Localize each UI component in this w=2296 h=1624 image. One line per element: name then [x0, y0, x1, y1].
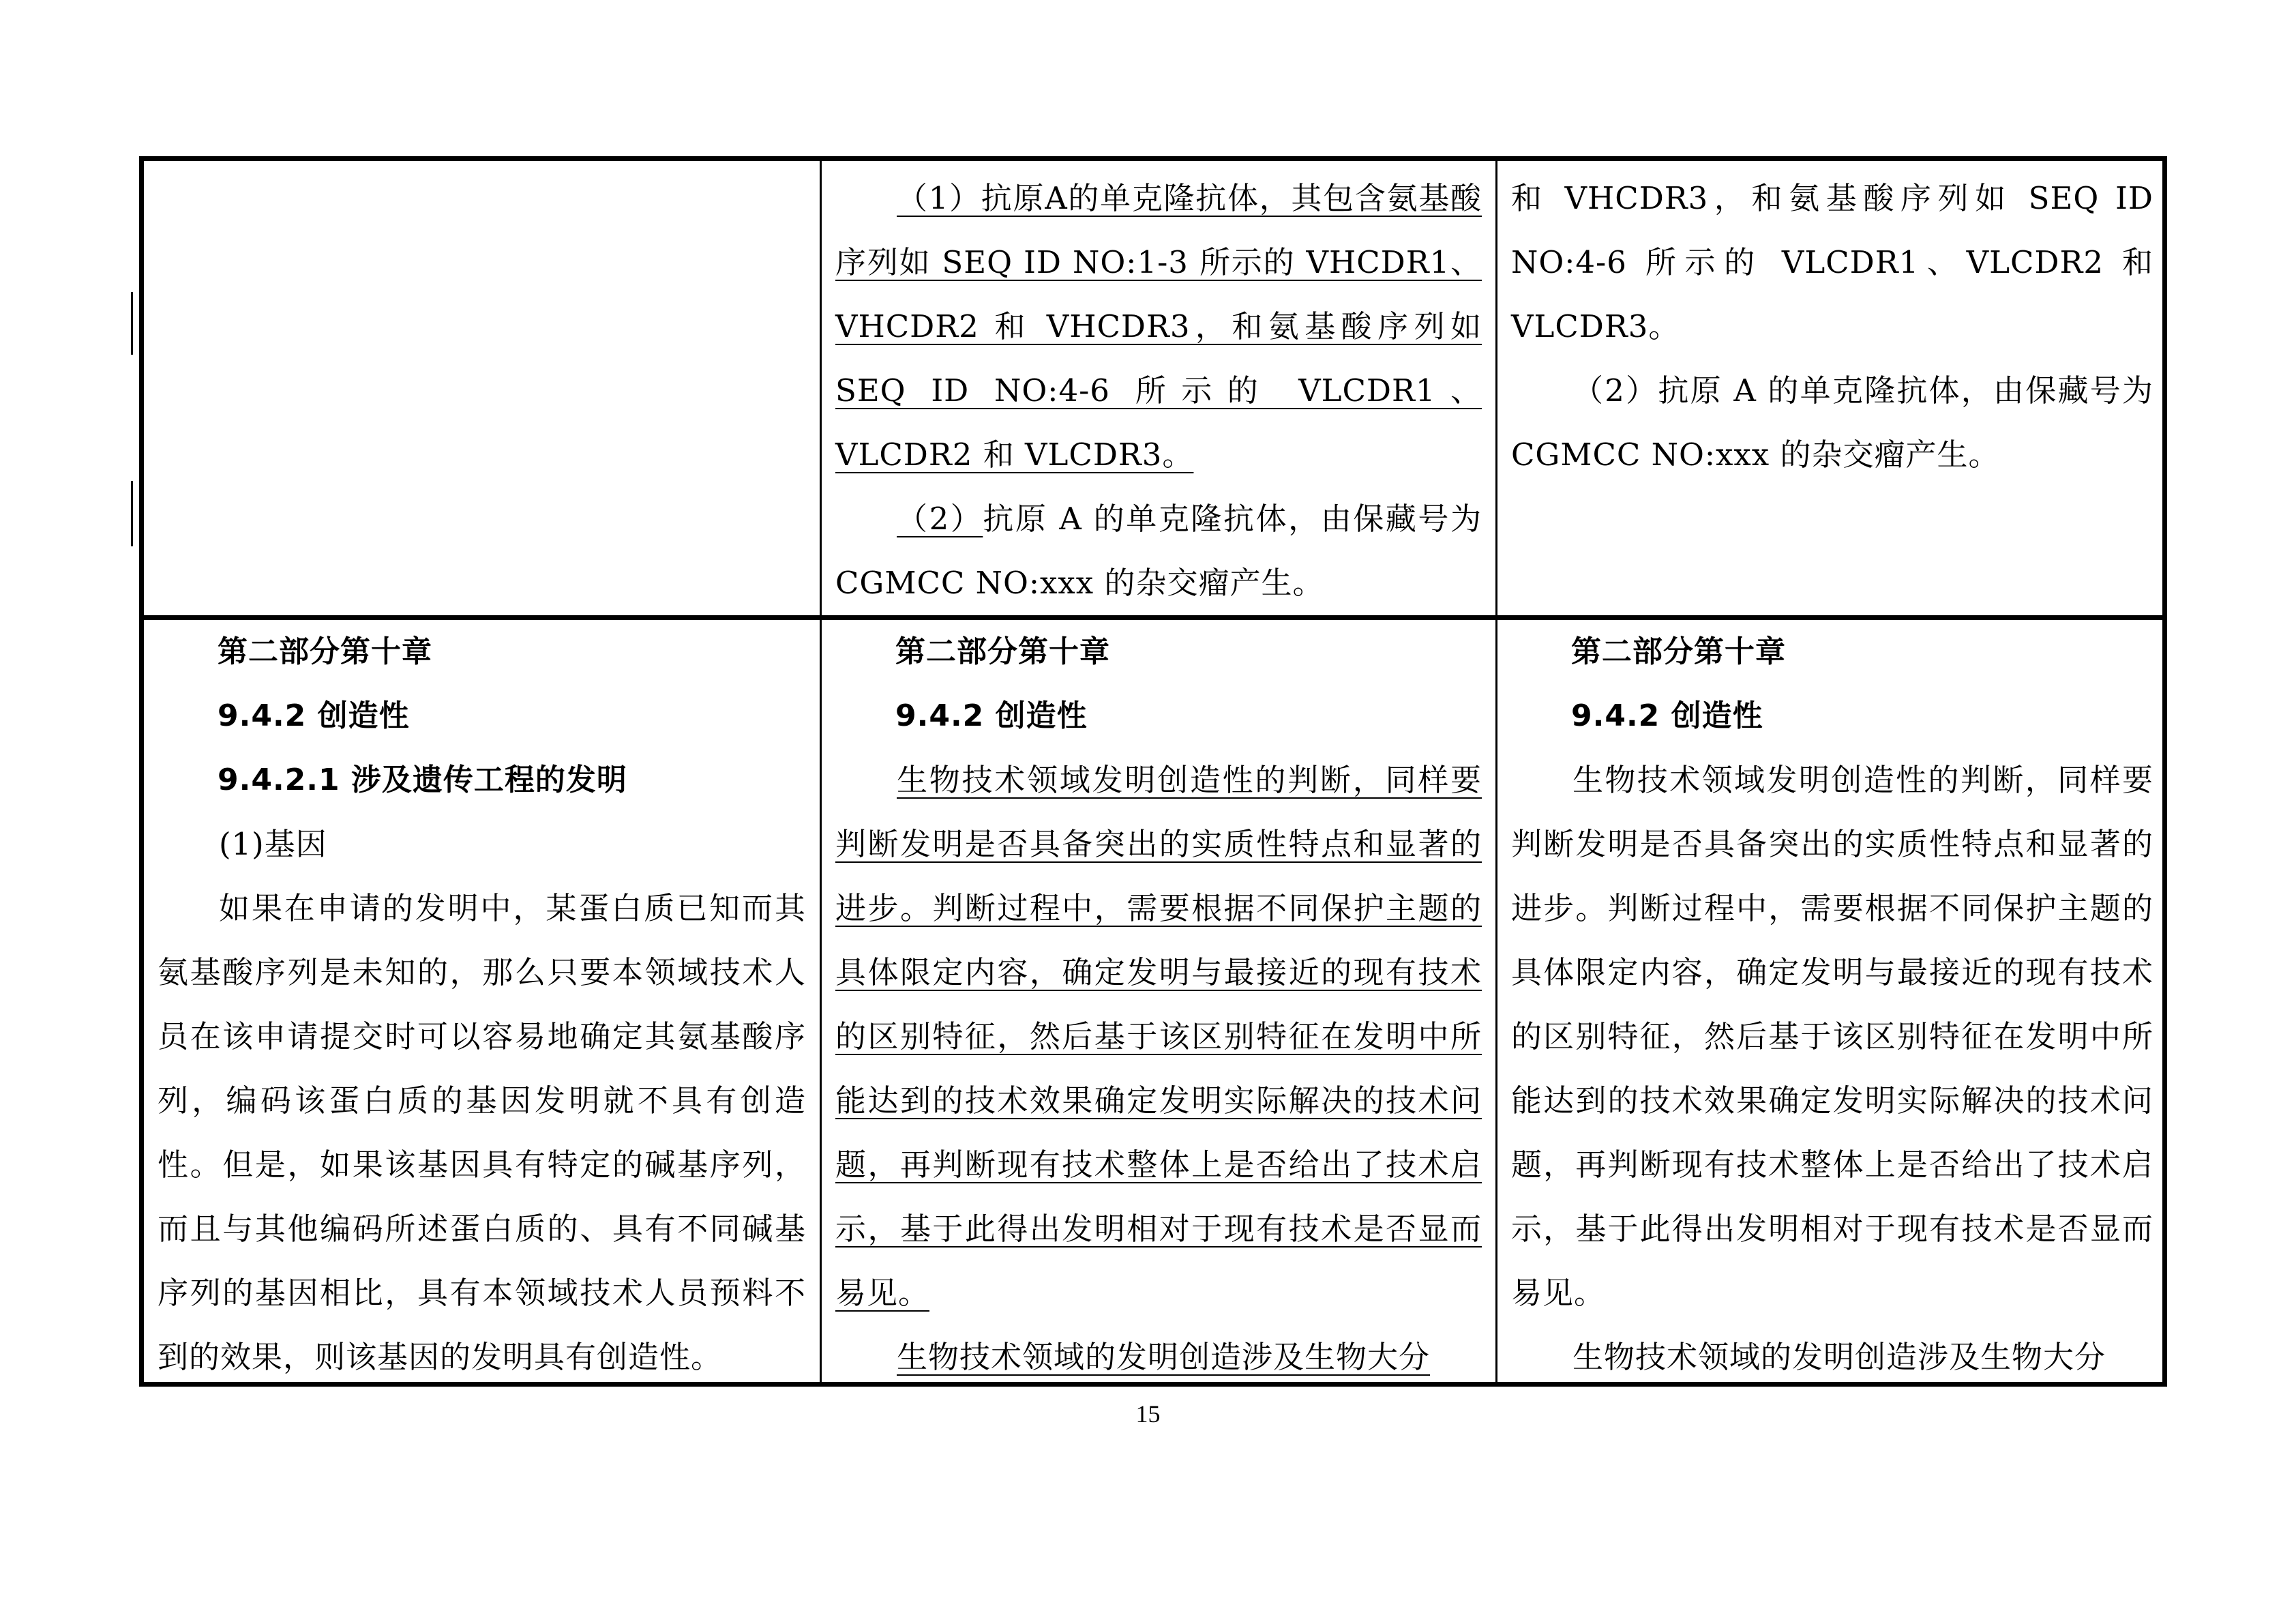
page-number: 15: [1135, 1400, 1161, 1428]
row2-col2-chapter-heading: 第二部分第十章: [895, 634, 1110, 669]
row2-col1-chapter-heading: 第二部分第十章: [218, 634, 432, 669]
row2-col2-cell: [822, 620, 1495, 1382]
row1-col2-para2: [835, 487, 1482, 615]
row1-col3-para2: （2）抗原 A 的单克隆抗体，由保藏号为 CGMCC NO:xxx 的杂交瘤产生。: [1511, 372, 2153, 473]
row1-col2-cell: [822, 161, 1495, 615]
row2-col1-section-heading: 9.4.2 创造性: [218, 698, 410, 733]
row2-col2-body2-text: 生物技术领域的发明创造涉及生物大分: [897, 1339, 1431, 1375]
row1-col2-para2-prefix: （2）: [897, 501, 983, 537]
row2-col3-section-heading: 9.4.2 创造性: [1571, 698, 1763, 733]
row2-col2-body: [835, 748, 1482, 1325]
row-divider: [144, 615, 2162, 620]
row2-col2-body2: [835, 1325, 1482, 1382]
row2-col3-cell: [1497, 620, 2167, 1382]
row2-col3-body: 生物技术领域发明创造性的判断，同样要判断发明是否具备突出的实质性特点和显著的进步。判断过程中，需要根据不同保护主题的具体限定内容，确定发明与最接近的现有技术的区别特征，然后基于该区别特征在发明中所能达到的技术效果确定发明实际解决的技术问题，再判断现有技术整体上是否给出了技术启示，基于此得出发明相对于现有技术是否显而易见。: [1511, 762, 2153, 1311]
row2-col3-body2: 生物技术领域的发明创造涉及生物大分: [1572, 1339, 2106, 1375]
row1-col3-para1: 和 VHCDR3，和氨基酸序列如 SEQ ID NO:4-6 所示的 VLCDR1、VLCDR2 和 VLCDR3。: [1511, 180, 2153, 344]
revision-bar-bottom: [131, 481, 133, 546]
row1-col1-cell: [144, 161, 820, 615]
revision-bar-top: [131, 292, 133, 355]
comparison-table: [139, 156, 2167, 1387]
row2-col2-body-text: 生物技术领域发明创造性的判断，同样要判断发明是否具备突出的实质性特点和显著的进步。判断过程中，需要根据不同保护主题的具体限定内容，确定发明与最接近的现有技术的区别特征，然后基于该区别特征在发明中所能达到的技术效果确定发明实际解决的技术问题，再判断现有技术整体上是否给出了技术启示，基于此得出发明相对于现有技术是否显而易见。: [835, 762, 1482, 1311]
row2-col1-body: 如果在申请的发明中，某蛋白质已知而其氨基酸序列是未知的，那么只要本领域技术人员在该申请提交时可以容易地确定其氨基酸序列，编码该蛋白质的基因发明就不具有创造性。但是，如果该基因具有特定的碱基序列，而且与其他编码所述蛋白质的、具有不同碱基序列的基因相比，具有本领域技术人员预料不到的效果，则该基因的发明具有创造性。: [158, 890, 806, 1375]
row2-col2-section-heading: 9.4.2 创造性: [895, 698, 1088, 733]
row2-col1-cell: [144, 620, 820, 1382]
row2-col3-chapter-heading: 第二部分第十章: [1571, 634, 1786, 669]
row2-col1-subsection-heading: 9.4.2.1 涉及遗传工程的发明: [218, 763, 627, 797]
row1-col2-para1: [835, 166, 1482, 487]
row1-col2-para2-text: 抗原 A 的单克隆抗体，由保藏号为 CGMCC NO:xxx 的杂交瘤产生。: [835, 501, 1482, 601]
row1-col3-cell: [1497, 161, 2167, 615]
row1-col2-para1-text: （1）抗原A的单克隆抗体，其包含氨基酸序列如 SEQ ID NO:1-3 所示的 VHCDR1、VHCDR2 和 VHCDR3，和氨基酸序列如 SEQ ID NO:4-6 所示的 VLCDR1、VLCDR2 和 VLCDR3。: [835, 180, 1482, 473]
row2-col1-item-heading: (1)基因: [219, 826, 327, 862]
